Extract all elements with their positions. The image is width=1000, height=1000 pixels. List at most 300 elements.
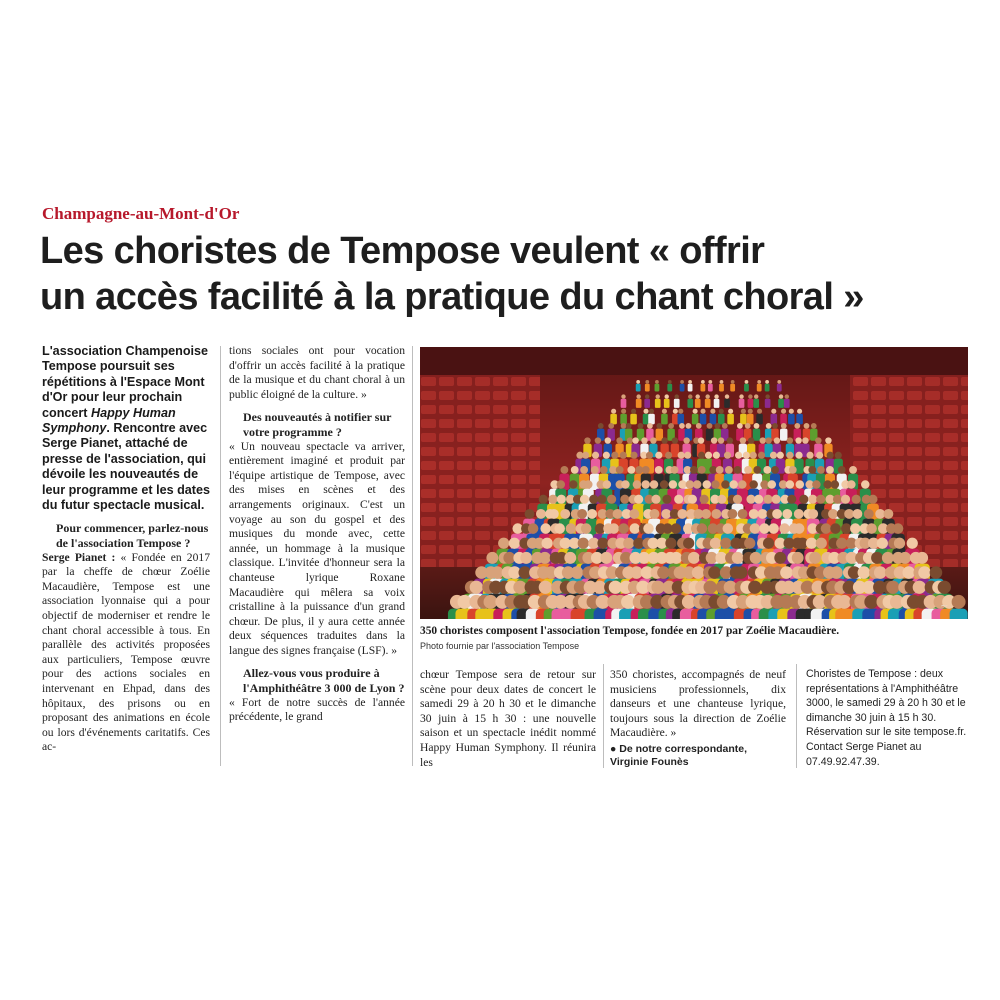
- chorister-head: [765, 394, 769, 398]
- chorister-head: [852, 509, 862, 519]
- chorister-head: [753, 466, 761, 474]
- chorister-head: [707, 423, 713, 429]
- chorister-head: [698, 437, 704, 443]
- chorister-head: [794, 509, 804, 519]
- column-4-text: 350 choristes, accompagnés de neuf musiciens professionnels, dix danseurs et une chanteuse lyrique, toujours sous la direction de Zoélie Macaudière. »: [610, 668, 786, 740]
- photo-caption: 350 choristes composent l'association Tempose, fondée en 2017 par Zoélie Macaudière.: [420, 625, 840, 637]
- chorister-head: [711, 437, 717, 443]
- chorister-head: [655, 380, 659, 384]
- chorister-body: [780, 429, 787, 441]
- chorister-head: [645, 394, 649, 398]
- chorister-head: [858, 566, 871, 579]
- chorister-head: [564, 552, 576, 564]
- chorister-head: [741, 409, 746, 414]
- chorister-head: [616, 466, 624, 474]
- chorister-body: [687, 399, 693, 408]
- chorister-head: [592, 452, 599, 459]
- chorister-head: [743, 452, 750, 459]
- chorister-head: [787, 495, 796, 504]
- chorister-head: [660, 480, 668, 488]
- chorister-head: [809, 552, 821, 564]
- chorister-head: [808, 509, 818, 519]
- chorister-body: [688, 384, 693, 392]
- chorister-head: [797, 409, 802, 414]
- chorister-head: [831, 480, 839, 488]
- practical-info: Choristes de Tempose : deux représentations à l'Amphithéâtre 3000, le samedi 29 à 20 h 30 et le dimanche 30 juin à 15 h 30. Réservation sur le site tempose.fr. Contact Serge Pianet au 07.49.92.47.39.: [806, 668, 967, 768]
- chorister-head: [782, 509, 792, 519]
- chorister-head: [708, 380, 712, 384]
- chorister-head: [721, 480, 729, 488]
- chorister-head: [713, 452, 720, 459]
- chorister-head: [826, 466, 834, 474]
- chorister-head: [536, 509, 546, 519]
- chorister-head: [642, 466, 650, 474]
- chorister-body: [710, 414, 717, 425]
- chorister-body: [680, 384, 685, 392]
- chorister-head: [605, 437, 611, 443]
- chorister-body: [950, 609, 968, 619]
- chorister-head: [683, 538, 694, 549]
- chorister-head: [651, 495, 660, 504]
- article-column-1: [42, 344, 210, 755]
- chorister-head: [727, 509, 737, 519]
- chorister-body: [664, 399, 670, 408]
- chorister-head: [757, 380, 761, 384]
- chorister-head: [710, 538, 721, 549]
- chorister-head: [560, 509, 570, 519]
- photo-signature: ~: [940, 601, 949, 612]
- chorister-body: [788, 414, 795, 425]
- chorister-head: [774, 437, 780, 443]
- chorister-head: [650, 480, 658, 488]
- chorister-head: [899, 552, 911, 564]
- chorister-head: [799, 495, 808, 504]
- chorister-body: [748, 399, 754, 408]
- chorister-head: [647, 423, 653, 429]
- chorister-head: [781, 423, 787, 429]
- chorister-head: [634, 495, 643, 504]
- chorister-head: [680, 380, 684, 384]
- choir-photo: [420, 347, 968, 619]
- choir-photo-illustration: [420, 347, 968, 619]
- chorister-head: [735, 452, 742, 459]
- chorister-head: [874, 566, 887, 579]
- chorister-head: [650, 437, 656, 443]
- chorister-head: [528, 523, 539, 534]
- chorister-head: [656, 394, 660, 398]
- chorister-head: [677, 509, 687, 519]
- chorister-head: [584, 437, 590, 443]
- chorister-head: [700, 495, 709, 504]
- chorister-head: [623, 538, 634, 549]
- chorister-head: [738, 480, 746, 488]
- chorister-head: [540, 523, 551, 534]
- chorister-head: [618, 523, 629, 534]
- chorister-head: [808, 495, 817, 504]
- column-divider-3: [603, 664, 604, 768]
- headline-line-1: Les choristes de Tempose veulent « offrir: [40, 230, 765, 272]
- chorister-head: [759, 523, 770, 534]
- chorister-head: [636, 380, 640, 384]
- chorister-head: [827, 452, 834, 459]
- chorister-head: [893, 523, 904, 534]
- chorister-head: [715, 423, 721, 429]
- chorister-head: [549, 509, 559, 519]
- chorister-head: [643, 523, 654, 534]
- chorister-head: [608, 423, 614, 429]
- chorister-head: [777, 452, 784, 459]
- chorister-head: [765, 437, 771, 443]
- chorister-head: [749, 509, 759, 519]
- chorister-head: [852, 495, 861, 504]
- chorister-head: [603, 452, 610, 459]
- chorister-head: [907, 538, 918, 549]
- chorister-head: [582, 452, 589, 459]
- chorister-head: [772, 509, 782, 519]
- chorister-head: [789, 466, 797, 474]
- chorister-body: [727, 414, 734, 425]
- chorister-head: [804, 423, 810, 429]
- chorister-head: [745, 380, 749, 384]
- chorister-head: [621, 394, 625, 398]
- chorister-head: [750, 552, 762, 564]
- chorister-head: [607, 495, 616, 504]
- chorister-head: [828, 509, 838, 519]
- chorister-head: [830, 523, 841, 534]
- chorister-head: [692, 566, 705, 579]
- chorister-head: [673, 409, 678, 414]
- chorister-head: [772, 495, 781, 504]
- chorister-head: [695, 394, 699, 398]
- answer-1-text: « Fondée en 2017 par la cheffe de chœur Zoélie Macaudière, Tempose est une association lyonnaise qui a pour objectif de moderniser et rendre le chant choral accessible à tous. En parallèle des activités proposées aux particuliers, Tempose œuvre pour des actions sociales en intervenant en Ehpad, dans des hôpitaux, des prisons ou en proposant des animations en école ou lors d'événements caritatifs. Ces ac-: [42, 550, 210, 754]
- chorister-head: [548, 495, 557, 504]
- chorister-head: [744, 466, 752, 474]
- chorister-head: [629, 509, 639, 519]
- chorister-head: [837, 595, 851, 609]
- chorister-head: [754, 495, 763, 504]
- chorister-head: [835, 452, 842, 459]
- column-divider-1: [220, 346, 221, 766]
- article-lead: [42, 344, 210, 513]
- article-column-4: [610, 668, 786, 769]
- article-kicker: Champagne-au-Mont-d'Or: [42, 204, 240, 223]
- chorister-head: [587, 509, 597, 519]
- chorister-head: [894, 538, 905, 549]
- chorister-body: [784, 399, 790, 408]
- chorister-head: [566, 523, 577, 534]
- chorister-head: [672, 437, 678, 443]
- chorister-head: [717, 495, 726, 504]
- article-column-3: [420, 668, 596, 770]
- chorister-head: [725, 466, 733, 474]
- chorister-head: [883, 509, 893, 519]
- chorister-head: [684, 452, 691, 459]
- chorister-head: [498, 538, 509, 549]
- chorister-head: [734, 466, 742, 474]
- chorister-head: [750, 452, 757, 459]
- chorister-head: [780, 566, 793, 579]
- answer-3: « Fort de notre succès de l'année précédente, le grand: [229, 695, 405, 724]
- chorister-head: [795, 437, 801, 443]
- chorister-body: [708, 384, 713, 392]
- chorister-head: [916, 552, 928, 564]
- chorister-head: [693, 409, 698, 414]
- chorister-head: [688, 495, 697, 504]
- chorister-head: [718, 437, 724, 443]
- chorister-head: [690, 466, 698, 474]
- chorister-head: [816, 495, 825, 504]
- chorister-head: [731, 380, 735, 384]
- chorister-head: [554, 523, 565, 534]
- chorister-head: [600, 552, 612, 564]
- chorister-head: [913, 581, 926, 594]
- chorister-head: [589, 495, 598, 504]
- question-3: Allez-vous vous produire à l'Amphithéâtre 3 000 de Lyon ?: [243, 666, 405, 696]
- chorister-head: [542, 538, 553, 549]
- chorister-body: [645, 384, 650, 392]
- chorister-head: [794, 523, 805, 534]
- chorister-head: [841, 523, 852, 534]
- chorister-head: [877, 538, 888, 549]
- answer-1-speaker: Serge Pianet :: [42, 550, 116, 564]
- chorister-body: [674, 399, 680, 408]
- chorister-body: [621, 399, 627, 408]
- column-2-continuation: tions sociales ont pour vocation d'offrir un accès facilité à la pratique de la musique et du chant choral à un public éloigné de la culture. »: [229, 344, 405, 401]
- chorister-head: [688, 394, 692, 398]
- chorister-head: [838, 466, 846, 474]
- chorister-head: [732, 552, 744, 564]
- chorister-head: [686, 423, 692, 429]
- chorister-head: [580, 495, 589, 504]
- chorister-head: [611, 452, 618, 459]
- chorister-head: [626, 423, 632, 429]
- chorister-head: [698, 452, 705, 459]
- chorister-head: [668, 423, 674, 429]
- chorister-head: [629, 523, 640, 534]
- chorister-head: [754, 423, 760, 429]
- chorister-head: [796, 480, 804, 488]
- chorister-head: [808, 466, 816, 474]
- chorister-head: [748, 437, 754, 443]
- chorister-head: [787, 437, 793, 443]
- chorister-head: [656, 423, 662, 429]
- chorister-body: [771, 414, 778, 425]
- headline-line-2: un accès facilité à la pratique du chant choral »: [40, 276, 864, 318]
- chorister-body: [777, 384, 782, 392]
- question-1: Pour commencer, parlez-nous de l'association Tempose ?: [56, 521, 209, 551]
- chorister-head: [646, 452, 653, 459]
- chorister-head: [720, 380, 724, 384]
- chorister-head: [825, 437, 831, 443]
- chorister-head: [627, 437, 633, 443]
- chorister-head: [733, 495, 742, 504]
- chorister-body: [739, 399, 745, 408]
- chorister-body: [765, 399, 771, 408]
- chorister-head: [598, 423, 604, 429]
- chorister-head: [686, 480, 694, 488]
- chorister-head: [611, 409, 616, 414]
- chorister-head: [697, 523, 708, 534]
- chorister-head: [722, 423, 728, 429]
- chorister-head: [561, 466, 569, 474]
- chorister-body: [655, 399, 661, 408]
- chorister-body: [700, 384, 705, 392]
- chorister-head: [705, 394, 709, 398]
- chorister-body: [705, 399, 711, 408]
- chorister-head: [693, 480, 701, 488]
- column-3-text: chœur Tempose sera de retour sur scène pour deux dates de concert le samedi 29 à 20 h 30 et le dimanche 30 juin à 15 h 30 : une nouvelle saison et un spectacle inédit nommé Happy Human Symphony. Il réunira les: [420, 668, 596, 769]
- chorister-head: [738, 509, 748, 519]
- chorister-head: [748, 581, 761, 594]
- chorister-head: [557, 480, 565, 488]
- chorister-head: [577, 509, 587, 519]
- chorister-head: [670, 552, 682, 564]
- chorister-head: [669, 480, 677, 488]
- chorister-head: [841, 495, 850, 504]
- chorister-head: [727, 437, 733, 443]
- chorister-body: [644, 399, 650, 408]
- chorister-head: [627, 466, 635, 474]
- chorister-head: [779, 394, 783, 398]
- chorister-head: [740, 437, 746, 443]
- chorister-body: [620, 414, 627, 425]
- chorister-head: [620, 452, 627, 459]
- chorister-head: [661, 509, 671, 519]
- chorister-head: [763, 466, 771, 474]
- chorister-body: [730, 384, 735, 392]
- chorister-head: [641, 437, 647, 443]
- chorister-body: [636, 399, 642, 408]
- chorister-head: [847, 480, 855, 488]
- chorister-head: [796, 452, 803, 459]
- chorister-head: [821, 523, 832, 534]
- chorister-head: [701, 509, 711, 519]
- chorister-head: [636, 394, 640, 398]
- chorister-head: [509, 538, 520, 549]
- chorister-head: [655, 466, 663, 474]
- chorister-body: [655, 384, 660, 392]
- chorister-head: [578, 538, 589, 549]
- chorister-body: [630, 414, 637, 425]
- chorister-head: [817, 466, 825, 474]
- chorister-head: [745, 423, 751, 429]
- question-2: Des nouveautés à notifier sur votre programme ?: [243, 410, 392, 439]
- chorister-head: [486, 552, 498, 564]
- chorister-head: [665, 394, 669, 398]
- chorister-head: [633, 480, 641, 488]
- chorister-head: [763, 495, 772, 504]
- chorister-head: [613, 509, 623, 519]
- chorister-head: [737, 423, 743, 429]
- chorister-body: [796, 414, 803, 425]
- chorister-head: [632, 437, 638, 443]
- chorister-head: [758, 509, 768, 519]
- chorister-head: [655, 452, 662, 459]
- chorister-head: [641, 480, 649, 488]
- chorister-head: [779, 523, 790, 534]
- chorister-head: [581, 523, 592, 534]
- chorister-head: [698, 466, 706, 474]
- chorister-head: [591, 466, 599, 474]
- chorister-head: [600, 466, 608, 474]
- chorister-head: [758, 452, 765, 459]
- chorister-head: [711, 509, 721, 519]
- chorister-head: [571, 566, 584, 579]
- chorister-body: [756, 414, 763, 425]
- chorister-head: [812, 480, 820, 488]
- chorister-head: [864, 509, 874, 519]
- chorister-head: [631, 409, 636, 414]
- chorister-head: [771, 466, 779, 474]
- chorister-head: [638, 423, 644, 429]
- chorister-head: [750, 523, 761, 534]
- chorister-head: [662, 409, 667, 414]
- chorister-head: [861, 480, 869, 488]
- chorister-head: [886, 581, 899, 594]
- chorister-head: [815, 437, 821, 443]
- chorister-body: [661, 414, 668, 425]
- chorister-head: [748, 409, 753, 414]
- chorister-head: [678, 409, 683, 414]
- signature-line-1: ● De notre correspondante,: [610, 742, 748, 755]
- chorister-body: [724, 399, 730, 408]
- chorister-head: [765, 380, 769, 384]
- chorister-body: [610, 414, 617, 425]
- answer-2: « Un nouveau spectacle va arriver, entièrement imaginé et produit par l'équipe artistique de Tempose, avec des mises en scènes et des arrangements originaux. C'est un voyage au son du gospel et des musiques du monde avec, cette année, un hommage à la musique classique. L'invitée d'honneur sera la chanteuse lyrique Roxane Macaudière qui mêlera sa voix cristalline à la puissance d'un grand chœur. De plus, il y aura cette année deux séquences traduites dans la langue des signes française (LSF). »: [229, 439, 405, 657]
- chorister-head: [868, 495, 877, 504]
- chorister-head: [675, 394, 679, 398]
- chorister-body: [718, 414, 725, 425]
- chorister-body: [714, 399, 720, 408]
- chorister-head: [902, 566, 915, 579]
- chorister-head: [754, 394, 758, 398]
- chorister-head: [650, 509, 660, 519]
- chorister-head: [789, 409, 794, 414]
- chorister-head: [768, 523, 779, 534]
- chorister-head: [720, 538, 731, 549]
- chorister-body: [744, 384, 749, 392]
- chorister-head: [649, 409, 654, 414]
- chorister-head: [849, 466, 857, 474]
- chorister-head: [539, 581, 552, 594]
- chorister-head: [850, 523, 861, 534]
- chorister-head: [719, 409, 724, 414]
- chorister-head: [830, 566, 843, 579]
- chorister-head: [683, 437, 689, 443]
- chorister-head: [729, 480, 737, 488]
- chorister-head: [760, 480, 768, 488]
- chorister-head: [806, 538, 817, 549]
- chorister-head: [705, 452, 712, 459]
- chorister-head: [794, 423, 800, 429]
- chorister-head: [777, 380, 781, 384]
- chorister-head: [525, 509, 535, 519]
- chorister-head: [710, 409, 715, 414]
- chorister-head: [597, 495, 606, 504]
- chorister-head: [621, 409, 626, 414]
- chorister-head: [603, 480, 611, 488]
- chorister-head: [688, 552, 700, 564]
- chorister-head: [763, 538, 774, 549]
- chorister-head: [744, 538, 755, 549]
- chorister-head: [597, 538, 608, 549]
- chorister-body: [648, 414, 655, 425]
- chorister-head: [630, 452, 637, 459]
- chorister-head: [708, 566, 721, 579]
- chorister-head: [665, 452, 672, 459]
- chorister-head: [557, 495, 566, 504]
- chorister-head: [952, 595, 966, 609]
